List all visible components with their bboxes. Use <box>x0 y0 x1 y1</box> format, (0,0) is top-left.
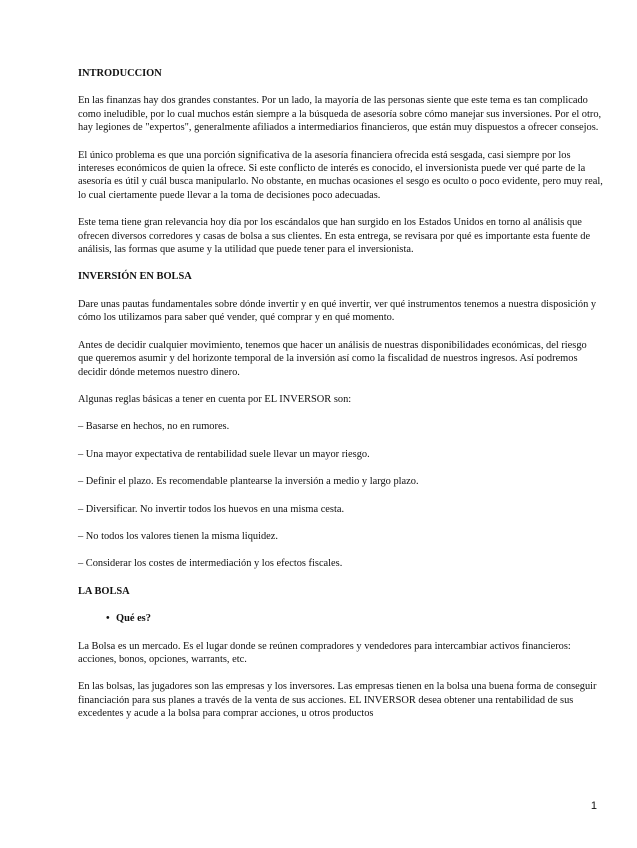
paragraph-bolsa-1: La Bolsa es un mercado. Es el lugar donde se reúnen compradores y vendedores para intercambiar activos financieros: acciones, bonos, opciones, warrants, etc. <box>78 640 571 665</box>
document-page <box>78 67 603 735</box>
rule-item: – Diversificar. No invertir todos los huevos en una misma cesta. <box>78 503 345 515</box>
paragraph-bolsa-2: En las bolsas, las jugadores son las empresas y los inversores. Las empresas tienen en la bolsa una buena forma de conseguir financiación para sus planes a través de la venta de sus acciones. EL INVERSOR desea obtener una rentabilidad de sus excedentes y acude a la bolsa para comprar acciones, u otros productos <box>78 681 597 720</box>
rule-item: – Basarse en hechos, no en rumores. <box>78 421 230 433</box>
paragraph-reglas-intro: Algunas reglas básicas a tener en cuenta por EL INVERSOR son: <box>78 393 352 405</box>
rule-item: – Una mayor expectativa de rentabilidad suele llevar un mayor riesgo. <box>78 448 370 460</box>
paragraph-inversion-2: Antes de decidir cualquier movimiento, tenemos que hacer un análisis de nuestras disponibilidades económicas, del riesgo que queremos asumir y del horizonte temporal de la inversión así como la fiscalidad de nuestros ingresos. Así podremos decidir dónde metemos nuestro dinero. <box>78 339 587 378</box>
paragraph-intro-1: En las finanzas hay dos grandes constantes. Por un lado, la mayoría de las personas siente que este tema es tan complicado como ineludible, por lo cual muchos están siempre a la búsqueda de asesoría sobre cómo manejar sus inversiones. Por el otro, hay legiones de "expertos", generalmente afiliados a intermediarios financieros, que están muy dispuestos a ofrecer consejos. <box>78 95 602 134</box>
heading-inversion-en-bolsa: INVERSIÓN EN BOLSA <box>78 271 192 283</box>
page-number: 1 <box>590 800 597 812</box>
paragraph-intro-3: Este tema tiene gran relevancia hoy día por los escándalos que han surgido en los Estados Unidos en torno al análisis que ofrecen diversos corredores y casas de bolsa a sus clientes. En esta entrega, se revisara por qué es importante esta fuente de análisis, las formas que asume y la utilidad que puede tener para el inversionista. <box>78 217 591 256</box>
subheading-que-es <box>78 612 603 625</box>
rule-item: – No todos los valores tienen la misma liquidez. <box>78 530 278 542</box>
paragraph-intro-2: El único problema es que una porción significativa de la asesoría financiera ofrecida está sesgada, casi siempre por los intereses económicos de quien la ofrece. Si este conflicto de interés es conocido, el inversionista puede ver qué parte de la asesoría es útil y cuál busca manipularlo. No obstante, en muchas ocasiones el sesgo es oculto o poco evidente, pero muy real, lo cual ciertamente puede llevar a la toma de decisiones poco adecuadas. <box>78 149 603 201</box>
heading-introduccion: INTRODUCCION <box>78 68 162 79</box>
paragraph-inversion-1: Dare unas pautas fundamentales sobre dónde invertir y en qué invertir, ver qué instrumentos tenemos a nuestra disposición y cómo los utilizamos para saber qué vender, qué comprar y en qué momento. <box>78 298 597 324</box>
heading-la-bolsa: LA BOLSA <box>78 585 130 597</box>
bullet-icon: • <box>106 613 110 625</box>
subheading-label: Qué es? <box>116 613 151 625</box>
rule-item: – Considerar los costes de intermediación y los efectos fiscales. <box>78 558 343 570</box>
rule-item: – Definir el plazo. Es recomendable plantearse la inversión a medio y largo plazo. <box>78 476 419 488</box>
